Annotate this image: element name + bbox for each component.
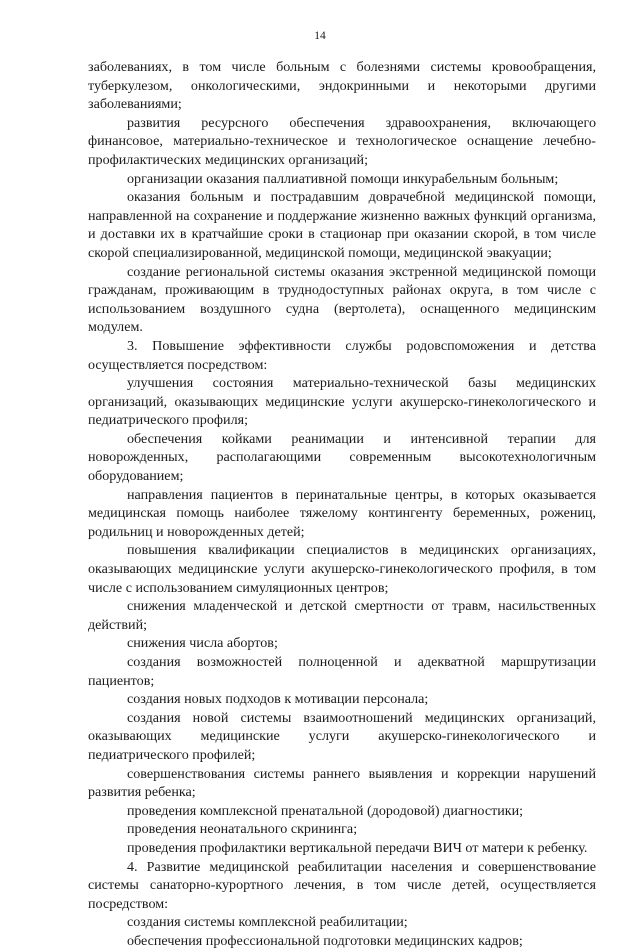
paragraph: создания возможностей полноценной и адекватной маршрутизации пациентов; bbox=[88, 654, 596, 689]
paragraph: снижения числа абортов; bbox=[127, 635, 278, 652]
paragraph: 3. Повышение эффективности службы родовспоможения и детства осуществляется посредством: bbox=[88, 337, 596, 373]
paragraph: создания системы комплексной реабилитации; bbox=[127, 914, 408, 931]
page-number: 14 bbox=[314, 30, 326, 42]
paragraph: оказания больным и пострадавшим доврачебной медицинской помощи, направленной на сохранение и поддержание жизненно важных функций организма, и доставки их в кратчайшие сроки в стационар при оказании скорой, в том числе скорой специализированной, медицинской помощи, медицинской эвакуации; bbox=[88, 189, 596, 261]
paragraph: обеспечения профессиональной подготовки медицинских кадров; bbox=[127, 932, 523, 949]
paragraph: 4. Развитие медицинской реабилитации населения и совершенствование системы санаторно-курортного лечения, в том числе детей, осуществляется посредством: bbox=[88, 858, 596, 912]
paragraph: развития ресурсного обеспечения здравоохранения, включающего финансовое, материально-техническое и технологическое оснащение лечебно-профилактических медицинских организаций; bbox=[88, 114, 596, 168]
paragraph: создания новой системы взаимоотношений медицинских организаций, оказывающих медицинские услуги акушерско-гинекологического и педиатрического профилей; bbox=[88, 709, 596, 763]
paragraph: проведения неонатального скрининга; bbox=[127, 821, 358, 838]
document-body bbox=[88, 58, 596, 951]
paragraph: совершенствования системы раннего выявления и коррекции нарушений развития ребенка; bbox=[88, 765, 596, 801]
paragraph: направления пациентов в перинатальные центры, в которых оказывается медицинская помощь наиболее тяжелому контингенту беременных, рожениц, родильниц и новорожденных детей; bbox=[88, 486, 596, 540]
paragraph: проведения комплексной пренатальной (дородовой) диагностики; bbox=[127, 802, 524, 819]
paragraph: повышения квалификации специалистов в медицинских организациях, оказывающих медицинские услуги акушерско-гинекологического профиля, в том числе с использованием симуляционных центров; bbox=[88, 542, 596, 596]
paragraph: заболеваниях, в том числе больным с болезнями системы кровообращения, туберкулезом, онкологическими, эндокринными и некоторыми другими заболеваниями; bbox=[88, 59, 596, 113]
paragraph: улучшения состояния материально-технической базы медицинских организаций, оказывающих медицинские услуги акушерско-гинекологического и педиатрического профиля; bbox=[88, 375, 596, 429]
paragraph: проведения профилактики вертикальной передачи ВИЧ от матери к ребенку. bbox=[127, 839, 588, 856]
paragraph: создание региональной системы оказания экстренной медицинской помощи гражданам, проживающим в труднодоступных районах округа, в том числе с использованием воздушного судна (вертолета), оснащенного медицинским модулем. bbox=[88, 263, 596, 336]
paragraph: организации оказания паллиативной помощи инкурабельным больным; bbox=[127, 170, 559, 187]
paragraph: снижения младенческой и детской смертности от травм, насильственных действий; bbox=[88, 598, 596, 633]
paragraph: создания новых подходов к мотивации персонала; bbox=[127, 691, 429, 708]
paragraph: обеспечения койками реанимации и интенсивной терапии для новорожденных, располагающими современным высокотехнологичным оборудованием; bbox=[88, 430, 596, 485]
